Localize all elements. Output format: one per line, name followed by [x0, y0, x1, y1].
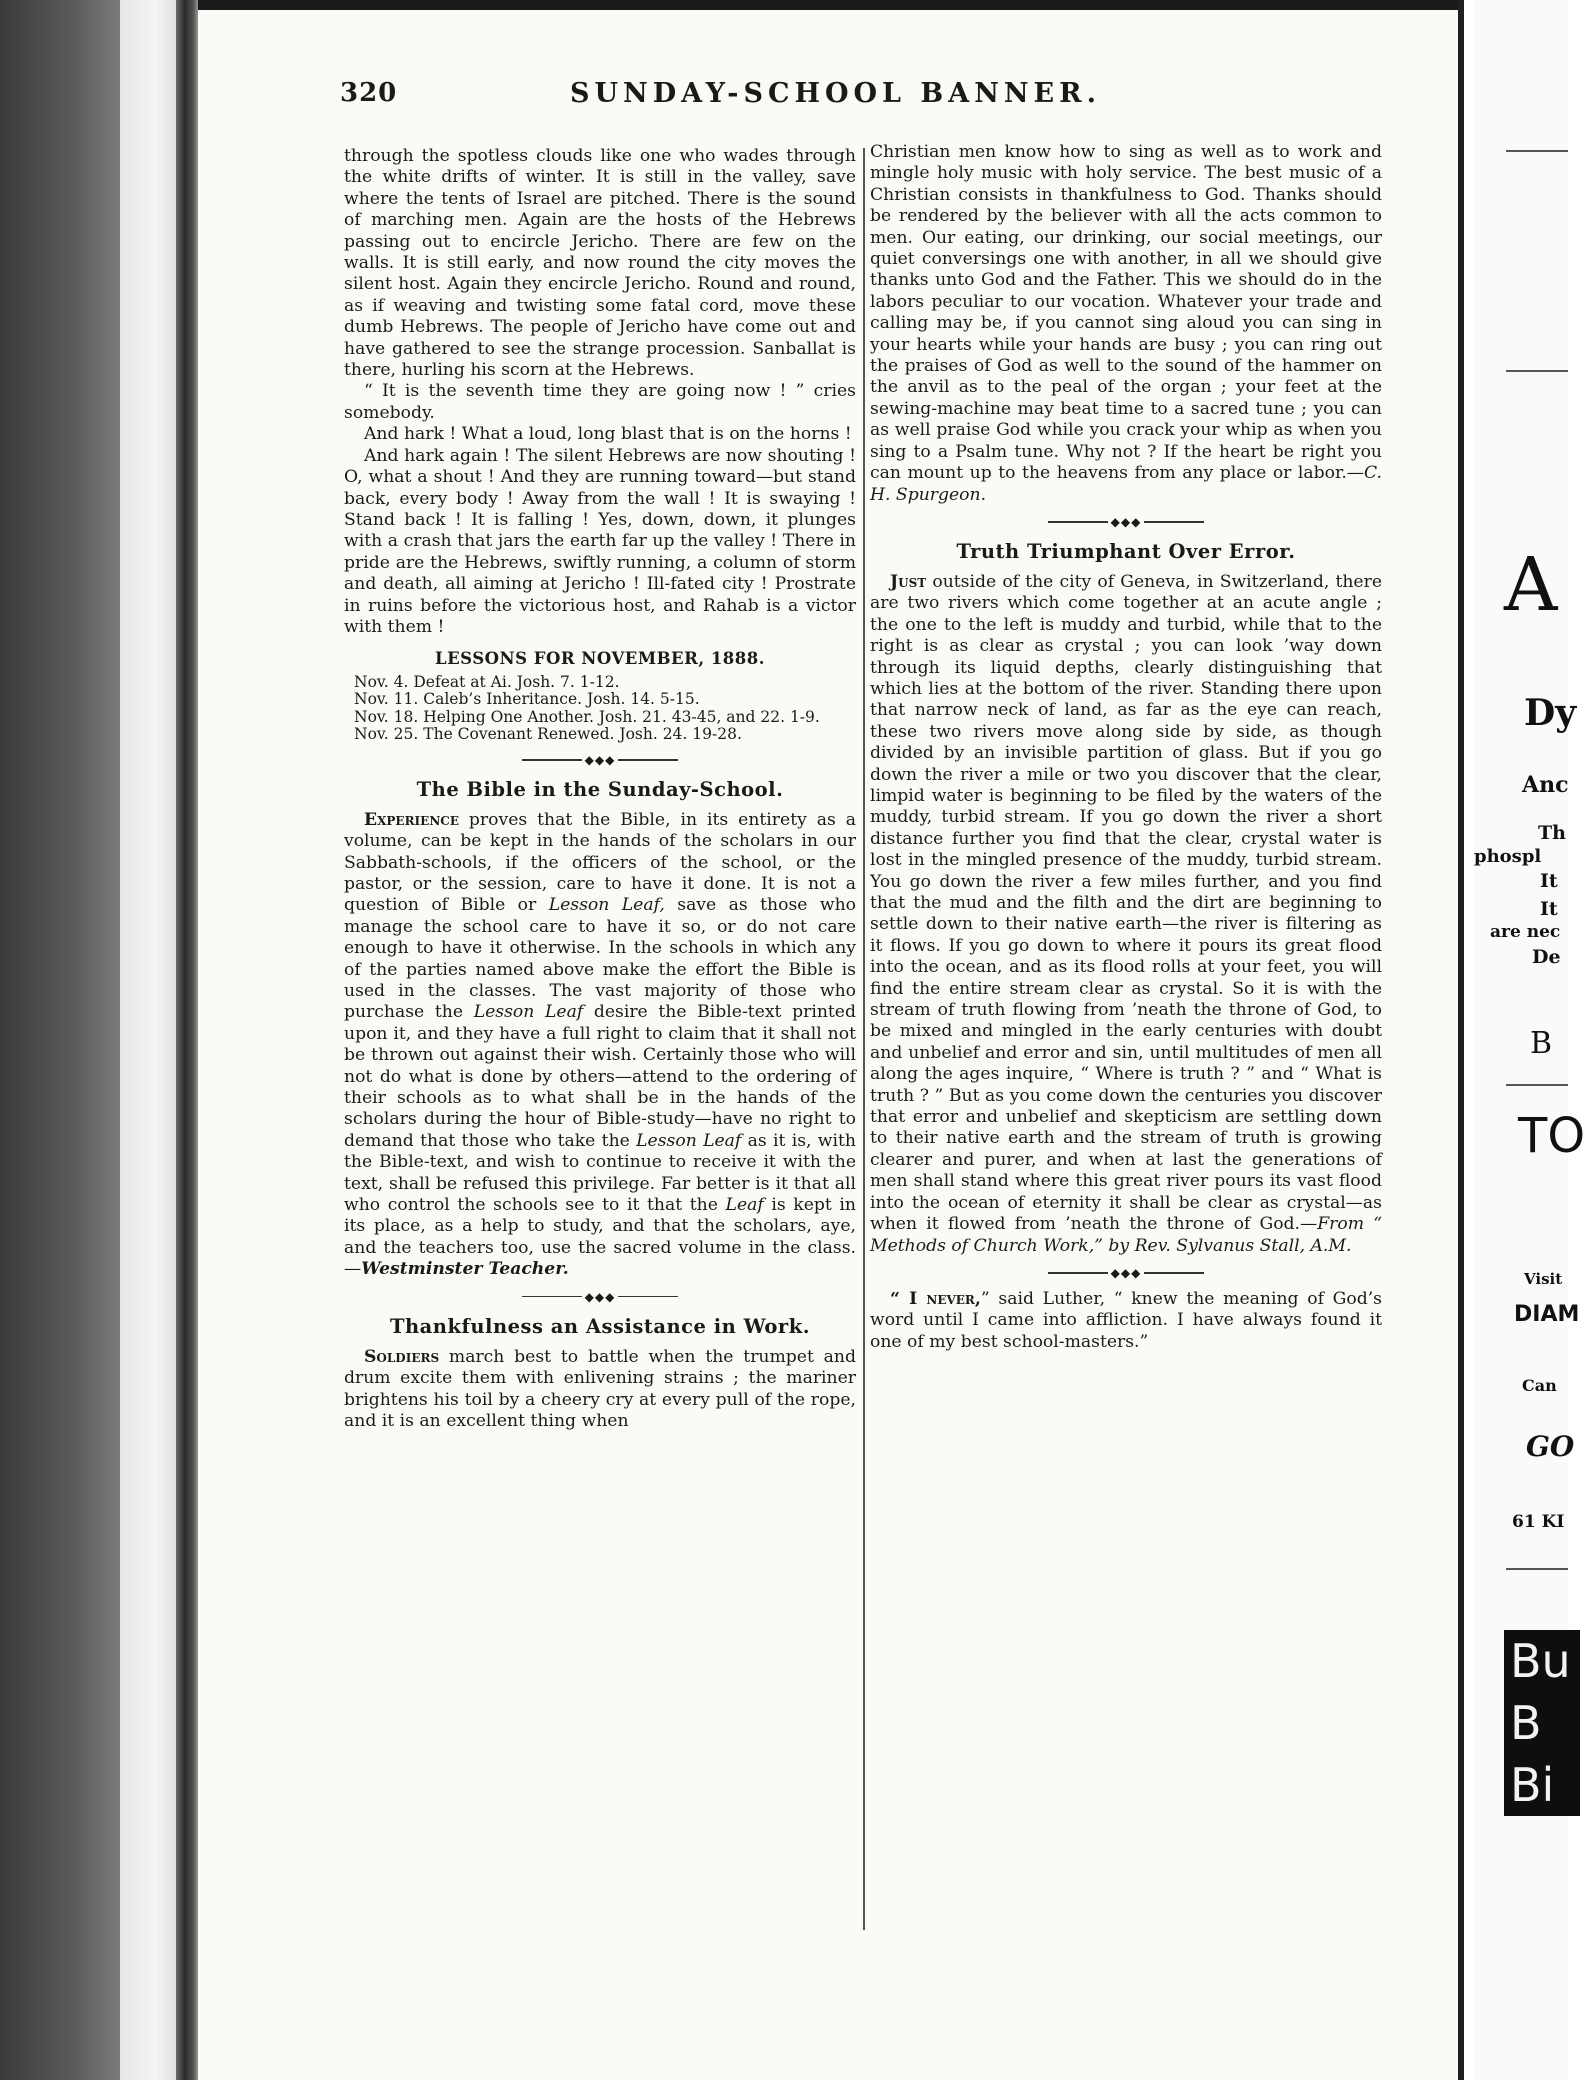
bible-attribution: Westminster Teacher. [361, 1259, 569, 1280]
column-rule [863, 148, 865, 1930]
adjacent-fragment: Can [1522, 1376, 1557, 1395]
truth-article-body: Just outside of the city of Geneva, in Switzerland, there are two rivers which come together at an acute angle ; the one to the left is muddy and turbid, while that to the right is as clear as crystal ; you can look ’way down through its liquid depths, clearly distinguishing that which lies at the bottom of the river. Standing there upon that narrow neck of land, as far as the eye can reach, these two rivers move along side by side, as though divided by an invisible partition of glass. But if you go down the river a mile or two you discover that the clear, limpid water is beginning to be filed by the waters of the muddy, turbid stream. If you go down the river a short distance further you find that the clear, crystal water is lost in the mingled presence of the muddy, turbid stream. You go down the river a few miles further, and you find that the mud and the filth and the dirt are beginning to settle down to their native earth—the river is filtering as it flows. If you go down to where it pours its great flood into the ocean, and as its flood rolls at your feet, you will find the entire stream clear as crystal. So it is with the stream of truth flowing from ’neath the throne of God, to be mixed and mingled in the early centuries with doubt and unbelief and error and sin, until multitudes of men all along the ages inquire, “ Where is truth ? ” and “ What is truth ? ” But as you come down the centuries you discover that error and unbelief and skepticism are settling down to their native earth and the stream of truth is growing clearer and purer, and when at last the generations of men shall stand where this great river pours its vast flood into the ocean of eternity it shall be clear as crystal—as when it flowed from ’neath the throne of God.—From “ Methods of Church Work,” by Rev. Sylvanus Stall, A.M. [870, 571, 1382, 1256]
lesson-item: Nov. 25. The Covenant Renewed. Josh. 24. 19-28. [354, 725, 742, 744]
article-heading-bible: The Bible in the Sunday-School. [416, 777, 784, 801]
thankfulness-continuation: Christian men know how to sing as well as to work and mingle holy music with holy service. The best music of a Christian consists in thankfulness to God. Thanks should be rendered by the believer with all the acts common to men. Our eating, our drinking, our social meetings, our quiet conversings one with another, in all we should give thanks unto God and the Father. This we should do in the labors peculiar to our vocation. Whatever your trade and calling may be, if you cannot sing aloud you can sing in your hearts while your hands are busy ; you can ring out the praises of God as well to the sound of the hammer on the anvil as to the peal of the organ ; your feet at the sewing-machine may beat time to a sacred tune ; you can as well praise God while you crack your whip as when you sing to a Psalm tune. Why not ? If the heart be right you can mount up to the heavens from any place or labor.—C. H. Spurgeon. [870, 142, 1382, 505]
running-title: SUNDAY-SCHOOL BANNER. [570, 78, 1101, 109]
book-binding-edge [176, 0, 198, 2080]
adjacent-page [1474, 0, 1585, 2080]
left-column [344, 146, 856, 1432]
ornament-divider: ◆◆◆ [870, 1267, 1382, 1279]
jericho-hark-again: And hark again ! The silent Hebrews are now shouting ! O, what a shout ! And they are running toward—but stand back, every body ! Away from the wall ! It is swaying ! Stand back ! It is falling ! Yes, down, down, it plunges with a crash that jars the earth far up the valley ! There in pride are the Hebrews, swiftly running, a column of storm and death, all aiming at Jericho ! Ill-fated city ! Prostrate in ruins before the victorious host, and Rahab is a victor with them ! [344, 445, 856, 637]
page-gutter [1464, 0, 1474, 2080]
jericho-quote: “ It is the seventh time they are going now ! ” cries somebody. [344, 381, 856, 423]
bible-article-body: Experience proves that the Bible, in its entirety as a volume, can be kept in the hands of the scholars in our Sabbath-schools, if the officers of the school, or the pastor, or the session, care to have it done. It is not a question of Bible or Lesson Leaf, save as those who manage the school care to have it so, or do not care enough to have it otherwise. In the schools in which any of the parties named above make the effort the Bible is used in the classes. The vast majority of those who purchase the Lesson Leaf desire the Bible-text printed upon it, and they have a full right to claim that it shall not be thrown out against their wish. Certainly those who will not do what is done by others—attend to the ordering of their schools as to what shall be in the hands of the scholars during the hour of Bible-study—have no right to demand that those who take the Lesson Leaf as it is, with the Bible-text, and wish to continue to receive it with the text, shall be refused this privilege. Far better is it that all who control the schools see to it that the Leaf is kept in its place, as a help to study, and that the scholars, aye, and the teachers too, use the sacred volume in the class.—Westminster Teacher. [344, 809, 856, 1280]
adjacent-fragment: Th [1538, 822, 1566, 844]
jericho-hark: And hark ! What a loud, long blast that is on the horns ! [364, 424, 852, 445]
article-heading-thankfulness: Thankfulness an Assistance in Work. [389, 1314, 811, 1338]
adjacent-rule [1506, 150, 1568, 152]
adjacent-fragment: GO [1526, 1430, 1575, 1463]
ornament-divider: ◆◆◆ [344, 1291, 856, 1303]
scan-left-margin [120, 0, 180, 2080]
page-header [340, 78, 1420, 118]
stall-attribution: From “ Methods of Church Work,” by Rev. Sylvanus Stall, A.M. [870, 1214, 1382, 1256]
right-column [870, 142, 1382, 1353]
scan-left-shadow [0, 0, 120, 2080]
adjacent-fragment: It [1540, 898, 1558, 920]
lessons-title: LESSONS FOR NOVEMBER, 1888. [434, 649, 765, 669]
jericho-paragraph: through the spotless clouds like one who wades through the white drifts of winter. It is still in the valley, save where the tents of Israel are pitched. There is the sound of marching men. Again are the hosts of the Hebrews passing out to encircle Jericho. There are few on the walls. It is still early, and now round the city moves the silent host. Again they encircle Jericho. Round and round, as if weaving and twisting some fatal cord, move these dumb Hebrews. The people of Jericho have come out and have gathered to see the strange procession. Sanballat is there, hurling his scorn at the Hebrews. [344, 146, 856, 381]
thankfulness-article-body: Soldiers march best to battle when the trumpet and drum excite them with enlivening strains ; the mariner brightens his toil by a cheery cry at every pull of the rope, and it is an excellent thing when [344, 1346, 856, 1431]
adjacent-fragment: B [1530, 1026, 1553, 1061]
luther-quote: “ I never,” said Luther, “ knew the meaning of God’s word until I came into affliction. I have always found it one of my best school-masters.” [870, 1288, 1382, 1352]
lesson-item: Nov. 18. Helping One Another. Josh. 21. 43-45, and 22. 1-9. [354, 707, 820, 726]
scan-top-edge [0, 0, 1568, 10]
adjacent-fragment: It [1540, 870, 1558, 892]
adjacent-fragment: Anc [1522, 772, 1569, 798]
adjacent-fragment: phospl [1474, 846, 1542, 867]
adjacent-fragment: Bi [1504, 1754, 1580, 1816]
page-number: 320 [340, 78, 398, 108]
adjacent-rule [1506, 370, 1568, 372]
adjacent-fragment: De [1532, 946, 1561, 968]
adjacent-fragment: B [1504, 1692, 1580, 1754]
adjacent-rule [1506, 1084, 1568, 1086]
adjacent-fragment: A [1504, 542, 1558, 628]
adjacent-fragment: Visit [1524, 1270, 1563, 1288]
adjacent-rule [1506, 1568, 1568, 1570]
lesson-item: Nov. 4. Defeat at Ai. Josh. 7. 1-12. [354, 672, 620, 691]
adjacent-fragment: TO [1518, 1108, 1585, 1164]
adjacent-fragment: are nec [1490, 922, 1561, 942]
spurgeon-attribution: C. H. Spurgeon. [870, 463, 1382, 505]
adjacent-fragment: DIAM [1514, 1302, 1580, 1327]
ornament-divider: ◆◆◆ [870, 516, 1382, 528]
adjacent-fragment: 61 KI [1512, 1512, 1565, 1532]
ornament-divider: ◆◆◆ [344, 754, 856, 766]
adjacent-fragment: Bu [1504, 1630, 1580, 1692]
article-heading-truth: Truth Triumphant Over Error. [956, 539, 1296, 563]
lesson-item: Nov. 11. Caleb’s Inheritance. Josh. 14. 5-15. [354, 690, 700, 709]
adjacent-fragment: Dy [1524, 692, 1577, 734]
